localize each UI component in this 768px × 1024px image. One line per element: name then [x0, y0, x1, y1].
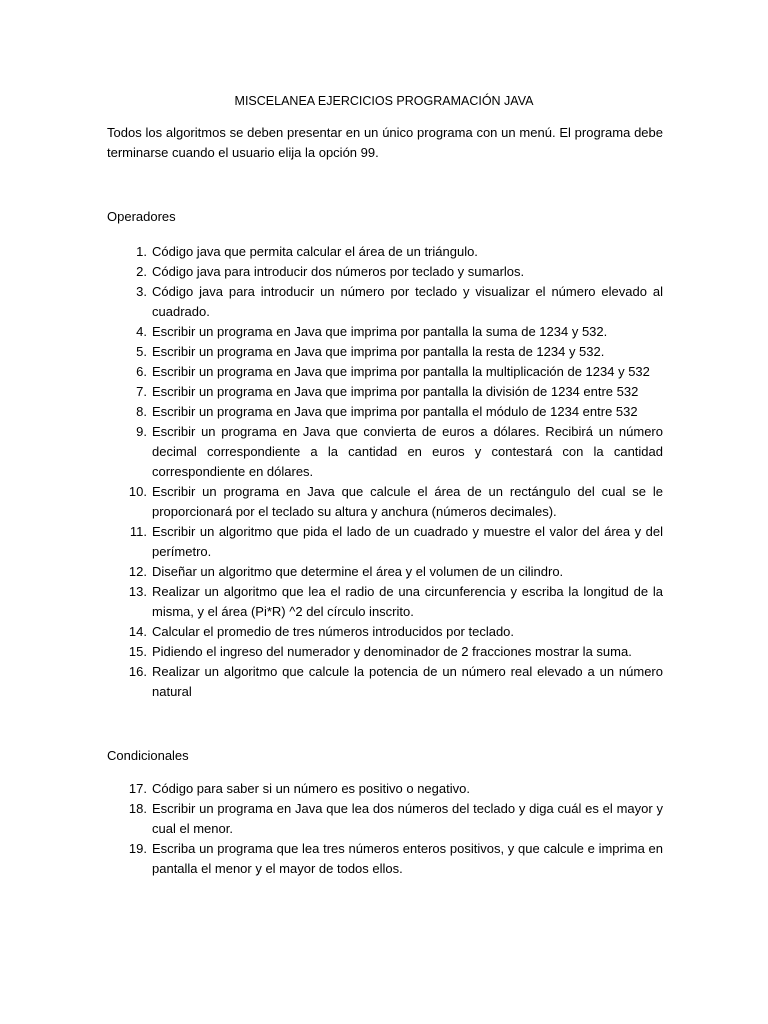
item-number: 15. — [128, 644, 147, 659]
item-text: Escribir un programa en Java que imprima por pantalla la suma de 1234 y 532. — [152, 324, 608, 339]
list-item — [107, 622, 663, 642]
list-item — [107, 839, 663, 879]
item-number: 10. — [128, 484, 147, 499]
item-number: 7. — [136, 384, 147, 399]
exercise-list-condicionales — [107, 779, 663, 879]
item-number: 8. — [136, 404, 147, 419]
item-number: 4. — [136, 324, 147, 339]
item-text: Código java que permita calcular el área de un triángulo. — [152, 244, 478, 259]
item-number: 9. — [136, 424, 147, 439]
item-text: Escribir un algoritmo que pida el lado de un cuadrado y muestre el valor del área y del perímetro. — [152, 524, 663, 559]
list-item — [107, 262, 663, 282]
list-item — [107, 799, 663, 839]
item-number: 18. — [128, 801, 147, 816]
item-text: Diseñar un algoritmo que determine el área y el volumen de un cilindro. — [152, 564, 564, 579]
list-item — [107, 422, 663, 482]
list-item — [107, 562, 663, 582]
list-item — [107, 362, 663, 382]
item-number: 1. — [136, 244, 147, 259]
list-item — [107, 662, 663, 702]
item-text: Escribir un programa en Java que calcule el área de un rectángulo del cual se le proporcionará por el teclado su altura y anchura (números decimales). — [152, 484, 663, 519]
item-number: 11. — [129, 524, 147, 539]
item-text: Calcular el promedio de tres números introducidos por teclado. — [152, 624, 515, 639]
item-text: Escribir un programa en Java que lea dos números del teclado y diga cuál es el mayor y cual el menor. — [152, 801, 663, 836]
list-item — [107, 322, 663, 342]
item-text: Escribir un programa en Java que imprima por pantalla la multiplicación de 1234 y 532 — [152, 364, 650, 379]
item-text: Realizar un algoritmo que lea el radio de una circunferencia y escriba la longitud de la misma, y el área (Pi*R) ^2 del círculo inscrito. — [152, 584, 663, 619]
list-item — [107, 282, 663, 322]
item-text: Escribir un programa en Java que convierta de euros a dólares. Recibirá un número decimal correspondiente a la cantidad en euros y contestará con la cantidad correspondiente en dólares. — [152, 424, 663, 479]
item-number: 12. — [128, 564, 147, 579]
item-text: Realizar un algoritmo que calcule la potencia de un número real elevado a un número natural — [152, 664, 663, 699]
item-number: 16. — [128, 664, 147, 679]
list-item — [107, 342, 663, 362]
item-text: Escribir un programa en Java que imprima por pantalla la resta de 1234 y 532. — [152, 344, 605, 359]
intro-paragraph: Todos los algoritmos se deben presentar en un único programa con un menú. El programa debe terminarse cuando el usuario elija la opción 99. — [107, 125, 663, 160]
item-number: 19. — [128, 841, 147, 856]
section-heading-condicionales: Condicionales — [107, 748, 189, 763]
list-item — [107, 402, 663, 422]
item-number: 13. — [128, 584, 147, 599]
exercise-list-operadores — [107, 242, 663, 702]
item-number: 14. — [128, 624, 147, 639]
item-text: Escribir un programa en Java que imprima por pantalla la división de 1234 entre 532 — [152, 384, 639, 399]
item-number: 17. — [128, 781, 147, 796]
item-text: Código para saber si un número es positivo o negativo. — [152, 781, 470, 796]
item-text: Código java para introducir un número por teclado y visualizar el número elevado al cuadrado. — [152, 284, 663, 319]
item-text: Escriba un programa que lea tres números enteros positivos, y que calcule e imprima en pantalla el menor y el mayor de todos ellos. — [152, 841, 663, 876]
list-item — [107, 642, 663, 662]
item-number: 2. — [136, 264, 147, 279]
list-item — [107, 482, 663, 522]
list-item — [107, 522, 663, 562]
list-item — [107, 242, 663, 262]
item-text: Pidiendo el ingreso del numerador y denominador de 2 fracciones mostrar la suma. — [152, 644, 632, 659]
item-number: 5. — [136, 344, 147, 359]
item-text: Código java para introducir dos números por teclado y sumarlos. — [152, 264, 525, 279]
list-item — [107, 582, 663, 622]
item-text: Escribir un programa en Java que imprima por pantalla el módulo de 1234 entre 532 — [152, 404, 638, 419]
item-number: 6. — [136, 364, 147, 379]
list-item — [107, 779, 663, 799]
item-number: 3. — [136, 284, 147, 299]
section-heading-operadores: Operadores — [107, 209, 176, 224]
document-title: MISCELANEA EJERCICIOS PROGRAMACIÓN JAVA — [234, 94, 534, 108]
list-item — [107, 382, 663, 402]
